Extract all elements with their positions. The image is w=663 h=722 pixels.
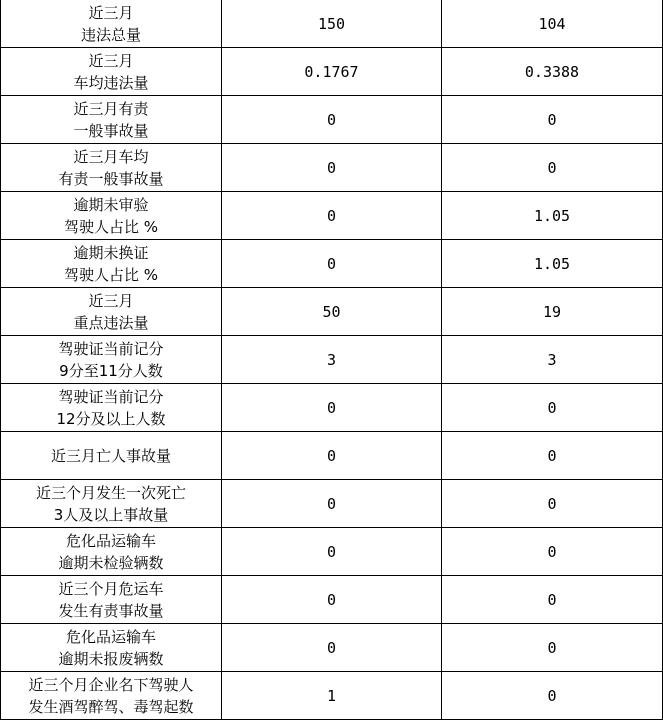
row-label-cell [1, 576, 222, 624]
row-label-line: 发生酒驾醉驾、毒驾起数 [28, 697, 194, 716]
row-label-line: 发生有责事故量 [58, 601, 164, 620]
row-label-line: 逾期未换证 [73, 243, 149, 262]
value-cell-col1: 0 [222, 240, 442, 288]
row-label-line: 有责一般事故量 [58, 169, 164, 188]
row-label-cell [1, 336, 222, 384]
table-row [1, 672, 663, 720]
value-cell-col2: 1.05 [442, 192, 663, 240]
table-row [1, 336, 663, 384]
value-cell-col1: 0 [222, 432, 442, 480]
row-label-line: 3人及以上事故量 [53, 505, 169, 524]
value-cell-col1: 0 [222, 144, 442, 192]
row-label-line: 近三个月企业名下驾驶人 [28, 675, 194, 694]
row-label-cell [1, 0, 222, 48]
row-label-line: 逾期未检验辆数 [58, 553, 164, 572]
row-label-cell [1, 288, 222, 336]
row-label-line: 12分及以上人数 [56, 409, 166, 428]
value-cell-col1: 0 [222, 624, 442, 672]
row-label-line: 近三月车均 [73, 147, 149, 166]
value-cell-col2: 0 [442, 576, 663, 624]
row-label-line: 近三个月发生一次死亡 [35, 483, 186, 502]
table-row [1, 240, 663, 288]
value-cell-col2: 0 [442, 144, 663, 192]
row-label-cell [1, 144, 222, 192]
value-cell-col1: 0.1767 [222, 48, 442, 96]
value-cell-col2: 0 [442, 384, 663, 432]
row-label-line: 近三月 [88, 291, 134, 310]
table-row [1, 480, 663, 528]
table-row [1, 96, 663, 144]
value-cell-col2: 19 [442, 288, 663, 336]
table-row [1, 576, 663, 624]
value-cell-col1: 0 [222, 96, 442, 144]
row-label-line: 重点违法量 [73, 313, 149, 332]
value-cell-col1: 150 [222, 0, 442, 48]
value-cell-col2: 1.05 [442, 240, 663, 288]
table-row [1, 48, 663, 96]
row-label-cell [1, 528, 222, 576]
table-row [1, 432, 663, 480]
row-label-cell [1, 480, 222, 528]
row-label-line: 近三月 [88, 51, 134, 70]
row-label-line: 近三月 [88, 3, 134, 22]
row-label-line: 逾期未报废辆数 [58, 649, 164, 668]
value-cell-col1: 50 [222, 288, 442, 336]
row-label-cell [1, 672, 222, 720]
row-label-line: 9分至11分人数 [59, 361, 163, 380]
row-label-line: 近三月亡人事故量 [50, 446, 171, 465]
row-label-cell [1, 48, 222, 96]
row-label-line: 驾驶证当前记分 [58, 339, 164, 358]
value-cell-col1: 0 [222, 576, 442, 624]
value-cell-col2: 0 [442, 96, 663, 144]
row-label-cell [1, 624, 222, 672]
table-row [1, 144, 663, 192]
value-cell-col2: 0 [442, 528, 663, 576]
row-label-line: 驾驶人占比 % [63, 217, 159, 236]
value-cell-col2: 0.3388 [442, 48, 663, 96]
value-cell-col2: 0 [442, 624, 663, 672]
row-label-line: 一般事故量 [73, 121, 149, 140]
value-cell-col1: 1 [222, 672, 442, 720]
table-row [1, 528, 663, 576]
row-label-line: 驾驶人占比 % [63, 265, 159, 284]
table-row [1, 384, 663, 432]
table-row [1, 288, 663, 336]
row-label-cell [1, 192, 222, 240]
row-label-cell [1, 240, 222, 288]
table-row [1, 0, 663, 48]
row-label-line: 违法总量 [80, 25, 141, 44]
value-cell-col2: 0 [442, 672, 663, 720]
row-label-cell [1, 96, 222, 144]
row-label-line: 驾驶证当前记分 [58, 387, 164, 406]
value-cell-col2: 104 [442, 0, 663, 48]
row-label-line: 危化品运输车 [65, 627, 156, 646]
table-row [1, 624, 663, 672]
value-cell-col1: 0 [222, 480, 442, 528]
value-cell-col1: 3 [222, 336, 442, 384]
row-label-line: 车均违法量 [73, 73, 149, 92]
table-row [1, 192, 663, 240]
value-cell-col1: 0 [222, 192, 442, 240]
row-label-cell [1, 432, 222, 480]
value-cell-col1: 0 [222, 384, 442, 432]
value-cell-col2: 3 [442, 336, 663, 384]
statistics-table-body [1, 0, 663, 720]
row-label-line: 近三个月危运车 [58, 579, 164, 598]
row-label-line: 近三月有责 [73, 99, 149, 118]
value-cell-col1: 0 [222, 528, 442, 576]
value-cell-col2: 0 [442, 480, 663, 528]
row-label-line: 危化品运输车 [65, 531, 156, 550]
row-label-cell [1, 384, 222, 432]
value-cell-col2: 0 [442, 432, 663, 480]
row-label-line: 逾期未审验 [73, 195, 149, 214]
